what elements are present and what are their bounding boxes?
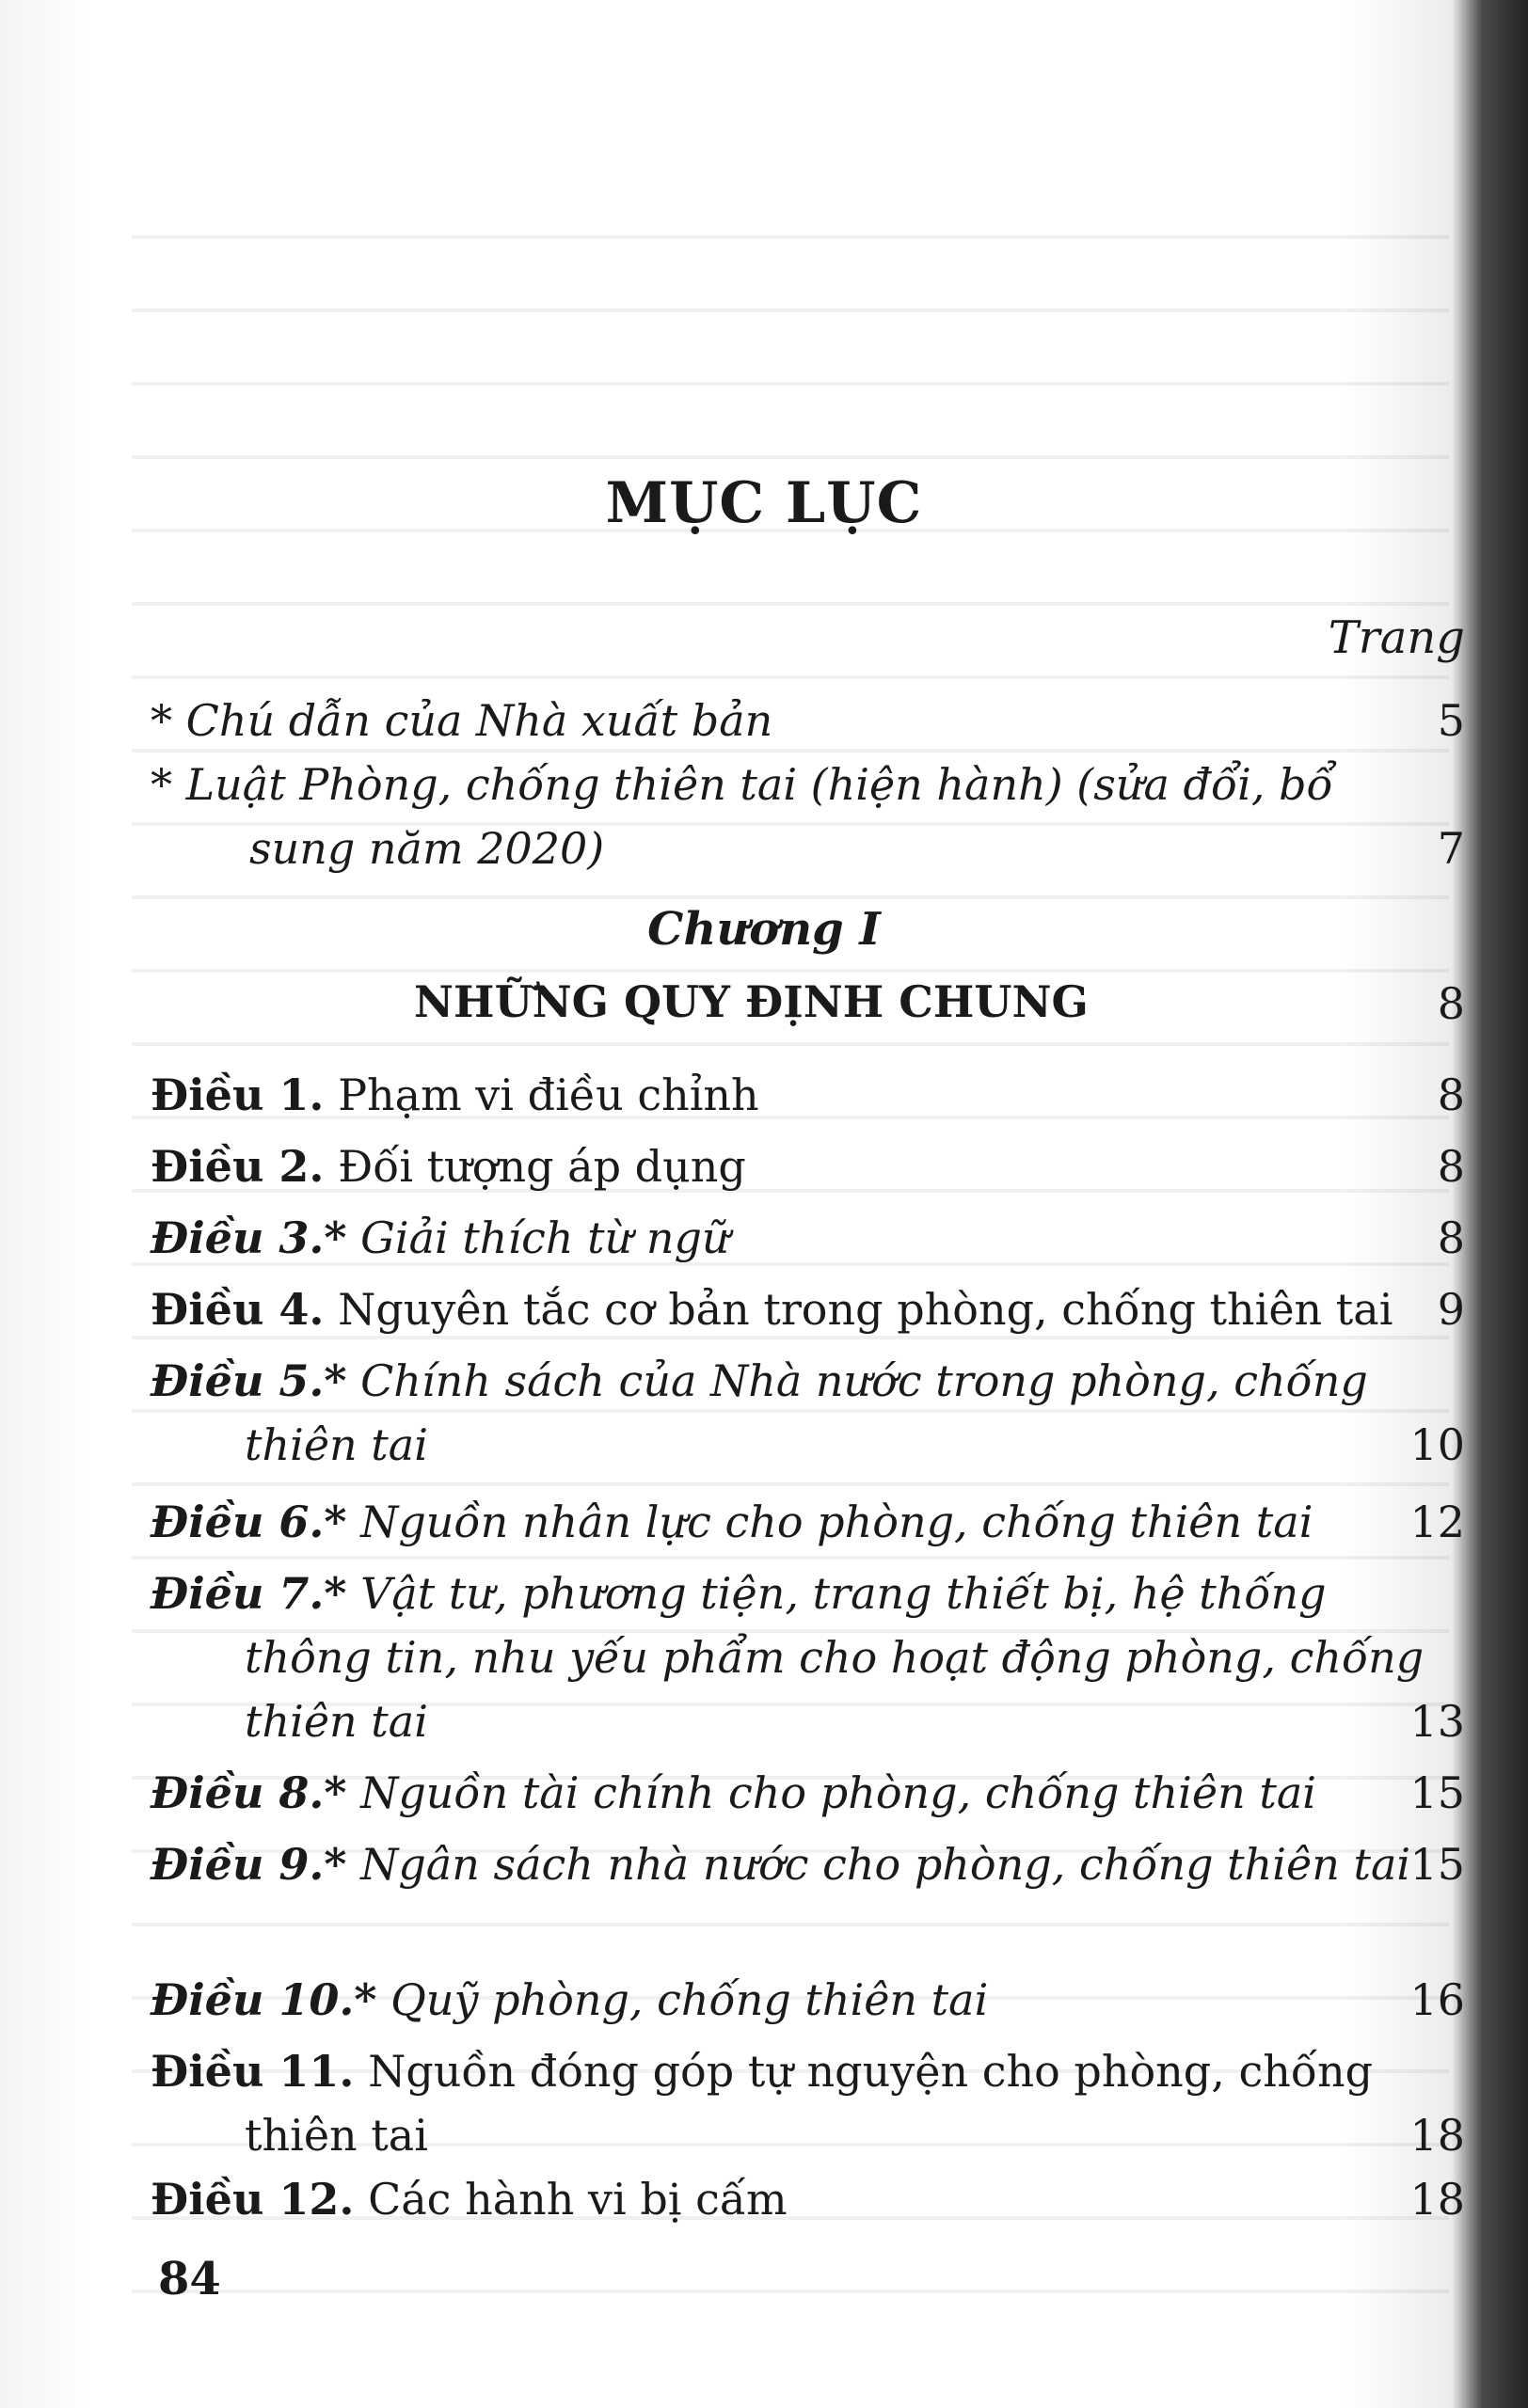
article-title: Ngân sách nhà nước cho phòng, chống thiên tai [360,1839,1411,1890]
toc-entry-article-12 [151,2167,1465,2231]
toc-entry-article-6 [151,1490,1465,1554]
article-label: Điều 8.* [151,1767,347,1818]
chapter-label: Chương I [647,903,881,956]
toc-entry-page: 8 [1437,1069,1465,1120]
article-label: Điều 1. [151,1069,325,1120]
toc-entry-text: * Chú dẫn của Nhà xuất bản [151,695,773,746]
footer-page-number: 84 [158,2253,221,2305]
article-label: Điều 9.* [151,1839,347,1890]
article-title: Nguồn tài chính cho phòng, chống thiên tai [360,1767,1316,1818]
article-title: Nguồn đóng góp tự nguyện cho phòng, chống thiên tai [245,2046,1374,2161]
toc-entry-article-9 [151,1832,1465,1896]
chapter-page: 8 [1437,978,1465,1029]
article-title: Vật tư, phương tiện, trang thiết bị, hệ thống thông tin, nhu yếu phẩm cho hoạt động phòng, chống thiên tai [245,1568,1425,1747]
toc-entry-article-5 [151,1349,1465,1477]
page-column-label: Trang [1328,611,1465,664]
article-title: Đối tượng áp dụng [338,1141,746,1192]
toc-entry-law [151,752,1465,880]
article-title: Chính sách của Nhà nước trong phòng, chống thiên tai [245,1355,1368,1470]
toc-entry-page: 16 [1409,1974,1465,2025]
toc-entry-article-4 [151,1277,1465,1341]
toc-entry-page: 15 [1409,1839,1465,1890]
article-label: Điều 10.* [151,1974,377,2025]
article-title: Quỹ phòng, chống thiên tai [390,1974,989,2025]
toc-entry-page: 10 [1409,1419,1465,1470]
toc-entry-page: 13 [1409,1696,1465,1747]
article-label: Điều 2. [151,1141,325,1192]
toc-entry-article-1 [151,1063,1465,1127]
chapter-title: NHỮNG QUY ĐỊNH CHUNG [414,976,1089,1027]
toc-entry-article-8 [151,1761,1465,1825]
toc-entry-publisher-note [151,689,1465,752]
toc-entry-article-10 [151,1968,1465,2032]
article-label: Điều 5.* [151,1355,347,1406]
article-label: Điều 6.* [151,1497,347,1547]
toc-entry-page: 18 [1409,2174,1465,2225]
article-label: Điều 7.* [151,1568,347,1619]
article-title: Giải thích từ ngữ [360,1212,730,1263]
toc-entry-article-2 [151,1134,1465,1198]
toc-entry-page: 7 [1437,823,1465,874]
toc-entry-text: * Luật Phòng, chống thiên tai (hiện hành) (sửa đổi, bổ sung năm 2020) [151,759,1333,874]
toc-entry-page: 8 [1437,1212,1465,1263]
article-label: Điều 3.* [151,1212,347,1263]
toc-entry-article-3 [151,1206,1465,1270]
article-label: Điều 12. [151,2174,355,2225]
article-label: Điều 11. [151,2046,355,2097]
toc-entry-article-7 [151,1561,1465,1753]
toc-entry-page: 15 [1409,1767,1465,1818]
page-title: MỤC LỤC [605,470,923,536]
toc-entry-article-11 [151,2039,1465,2167]
article-label: Điều 4. [151,1284,325,1335]
toc-entry-page: 18 [1409,2110,1465,2161]
toc-entry-page: 9 [1437,1284,1465,1335]
article-title: Nguyên tắc cơ bản trong phòng, chống thiên tai [338,1284,1393,1335]
article-title: Nguồn nhân lực cho phòng, chống thiên tai [360,1497,1313,1547]
toc-entry-page: 12 [1409,1497,1465,1547]
toc-entry-page: 5 [1437,695,1465,746]
toc-entry-page: 8 [1437,1141,1465,1192]
article-title: Các hành vi bị cấm [368,2174,788,2225]
article-title: Phạm vi điều chỉnh [338,1069,759,1120]
